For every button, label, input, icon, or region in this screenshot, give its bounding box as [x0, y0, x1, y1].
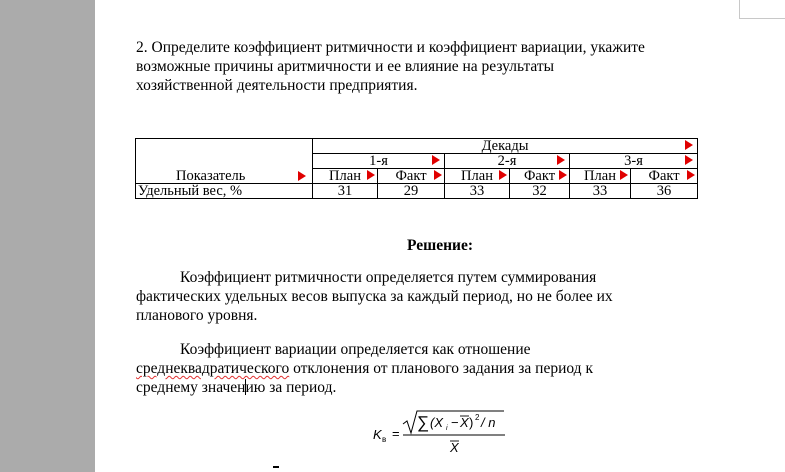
paragraph-line: Коэффициент ритмичности определяется путем суммирования	[180, 269, 597, 286]
plan-header-cell[interactable]	[445, 169, 510, 184]
solution-heading[interactable]: Решение:	[406, 237, 473, 254]
cell-marker-arrow-icon	[367, 170, 375, 180]
fact-header-cell[interactable]	[510, 169, 570, 184]
decade-label: 3-я	[624, 152, 643, 169]
fact-header-cell[interactable]	[378, 169, 445, 184]
margin-corner-mark	[739, 18, 785, 19]
paragraph-line: планового уровня.	[136, 307, 258, 324]
row-label: Удельный вес, %	[138, 182, 243, 199]
formula-paren: )	[469, 415, 474, 430]
formula-index: i	[446, 425, 448, 432]
value-cell[interactable]: 33	[570, 184, 631, 199]
formula-exponent: 2	[475, 413, 480, 422]
decade-header-cell[interactable]	[570, 154, 698, 169]
data-table[interactable]	[135, 138, 698, 199]
variation-paragraph[interactable]	[136, 340, 696, 397]
plan-label: План	[461, 167, 493, 184]
cell-marker-arrow-icon	[685, 140, 693, 150]
paragraph-line	[136, 378, 696, 397]
value-cell[interactable]: 32	[510, 184, 570, 199]
plan-header-cell[interactable]	[570, 169, 631, 184]
indicator-header-cell[interactable]	[136, 139, 313, 184]
decade-label: 1-я	[369, 152, 388, 169]
decades-header-cell[interactable]	[313, 139, 698, 154]
cell-marker-arrow-icon	[499, 170, 507, 180]
task-text[interactable]	[136, 38, 736, 95]
paragraph-line: фактических удельных весов выпуска за каждый период, но не более их	[136, 288, 613, 305]
row-label-cell[interactable]	[136, 184, 313, 199]
formula-xbar: X	[460, 415, 469, 430]
paragraph-line: Коэффициент вариации определяется как отношение	[180, 341, 531, 358]
cell-marker-arrow-icon	[432, 155, 440, 165]
formula-equals: =	[392, 426, 400, 441]
fact-label: Факт	[523, 167, 556, 184]
plan-label: План	[329, 167, 361, 184]
value-cell[interactable]: 36	[631, 184, 698, 199]
next-line-mark	[273, 466, 279, 468]
formula-div-n: / n	[481, 415, 496, 430]
fact-label: Факт	[648, 167, 680, 184]
rhythm-paragraph[interactable]	[136, 268, 696, 325]
formula-denominator: X	[450, 440, 459, 455]
decade-header-cell[interactable]	[445, 154, 570, 169]
paragraph-text: отклонения от планового задания за период к	[289, 360, 593, 377]
task-line: 2. Определите коэффициент ритмичности и коэффициент вариации, укажите	[136, 39, 645, 56]
cell-marker-arrow-icon	[687, 170, 695, 180]
cell-marker-arrow-icon	[620, 170, 628, 180]
formula-minus: −	[451, 415, 459, 430]
cell-marker-arrow-icon	[685, 155, 693, 165]
formula-x-i: (X	[430, 415, 443, 430]
margin-corner-mark	[739, 0, 740, 18]
task-line: хозяйственной деятельности предприятия.	[136, 77, 418, 94]
variation-formula[interactable]	[367, 408, 527, 456]
value-cell[interactable]: 31	[313, 184, 378, 199]
cell-marker-arrow-icon	[557, 155, 565, 165]
fact-header-cell[interactable]	[631, 169, 698, 184]
formula-k-subscript: в	[382, 435, 387, 444]
plan-label: План	[584, 167, 616, 184]
document-page[interactable]	[95, 0, 785, 472]
decades-header: Декады	[481, 137, 529, 154]
indicator-header: Показатель	[176, 168, 246, 184]
decade-header-cell[interactable]	[313, 154, 445, 169]
fact-label: Факт	[395, 167, 427, 184]
value-cell[interactable]: 29	[378, 184, 445, 199]
value-cell[interactable]: 33	[445, 184, 510, 199]
task-line: возможные причины аритмичности и ее влияние на результаты	[136, 58, 555, 75]
sum-sign: ∑	[417, 413, 430, 432]
paragraph-line	[136, 359, 696, 378]
spellcheck-flagged-word[interactable]: среднеквадратического	[136, 360, 290, 377]
plan-header-cell[interactable]	[313, 169, 378, 184]
decade-label: 2-я	[497, 152, 517, 169]
paragraph-text: среднему значен	[136, 379, 246, 396]
formula-k: K	[373, 427, 382, 442]
cell-marker-arrow-icon	[559, 170, 567, 180]
cell-marker-arrow-icon	[434, 170, 442, 180]
cell-marker-arrow-icon	[298, 171, 306, 181]
paragraph-text: ию за период.	[245, 379, 337, 396]
